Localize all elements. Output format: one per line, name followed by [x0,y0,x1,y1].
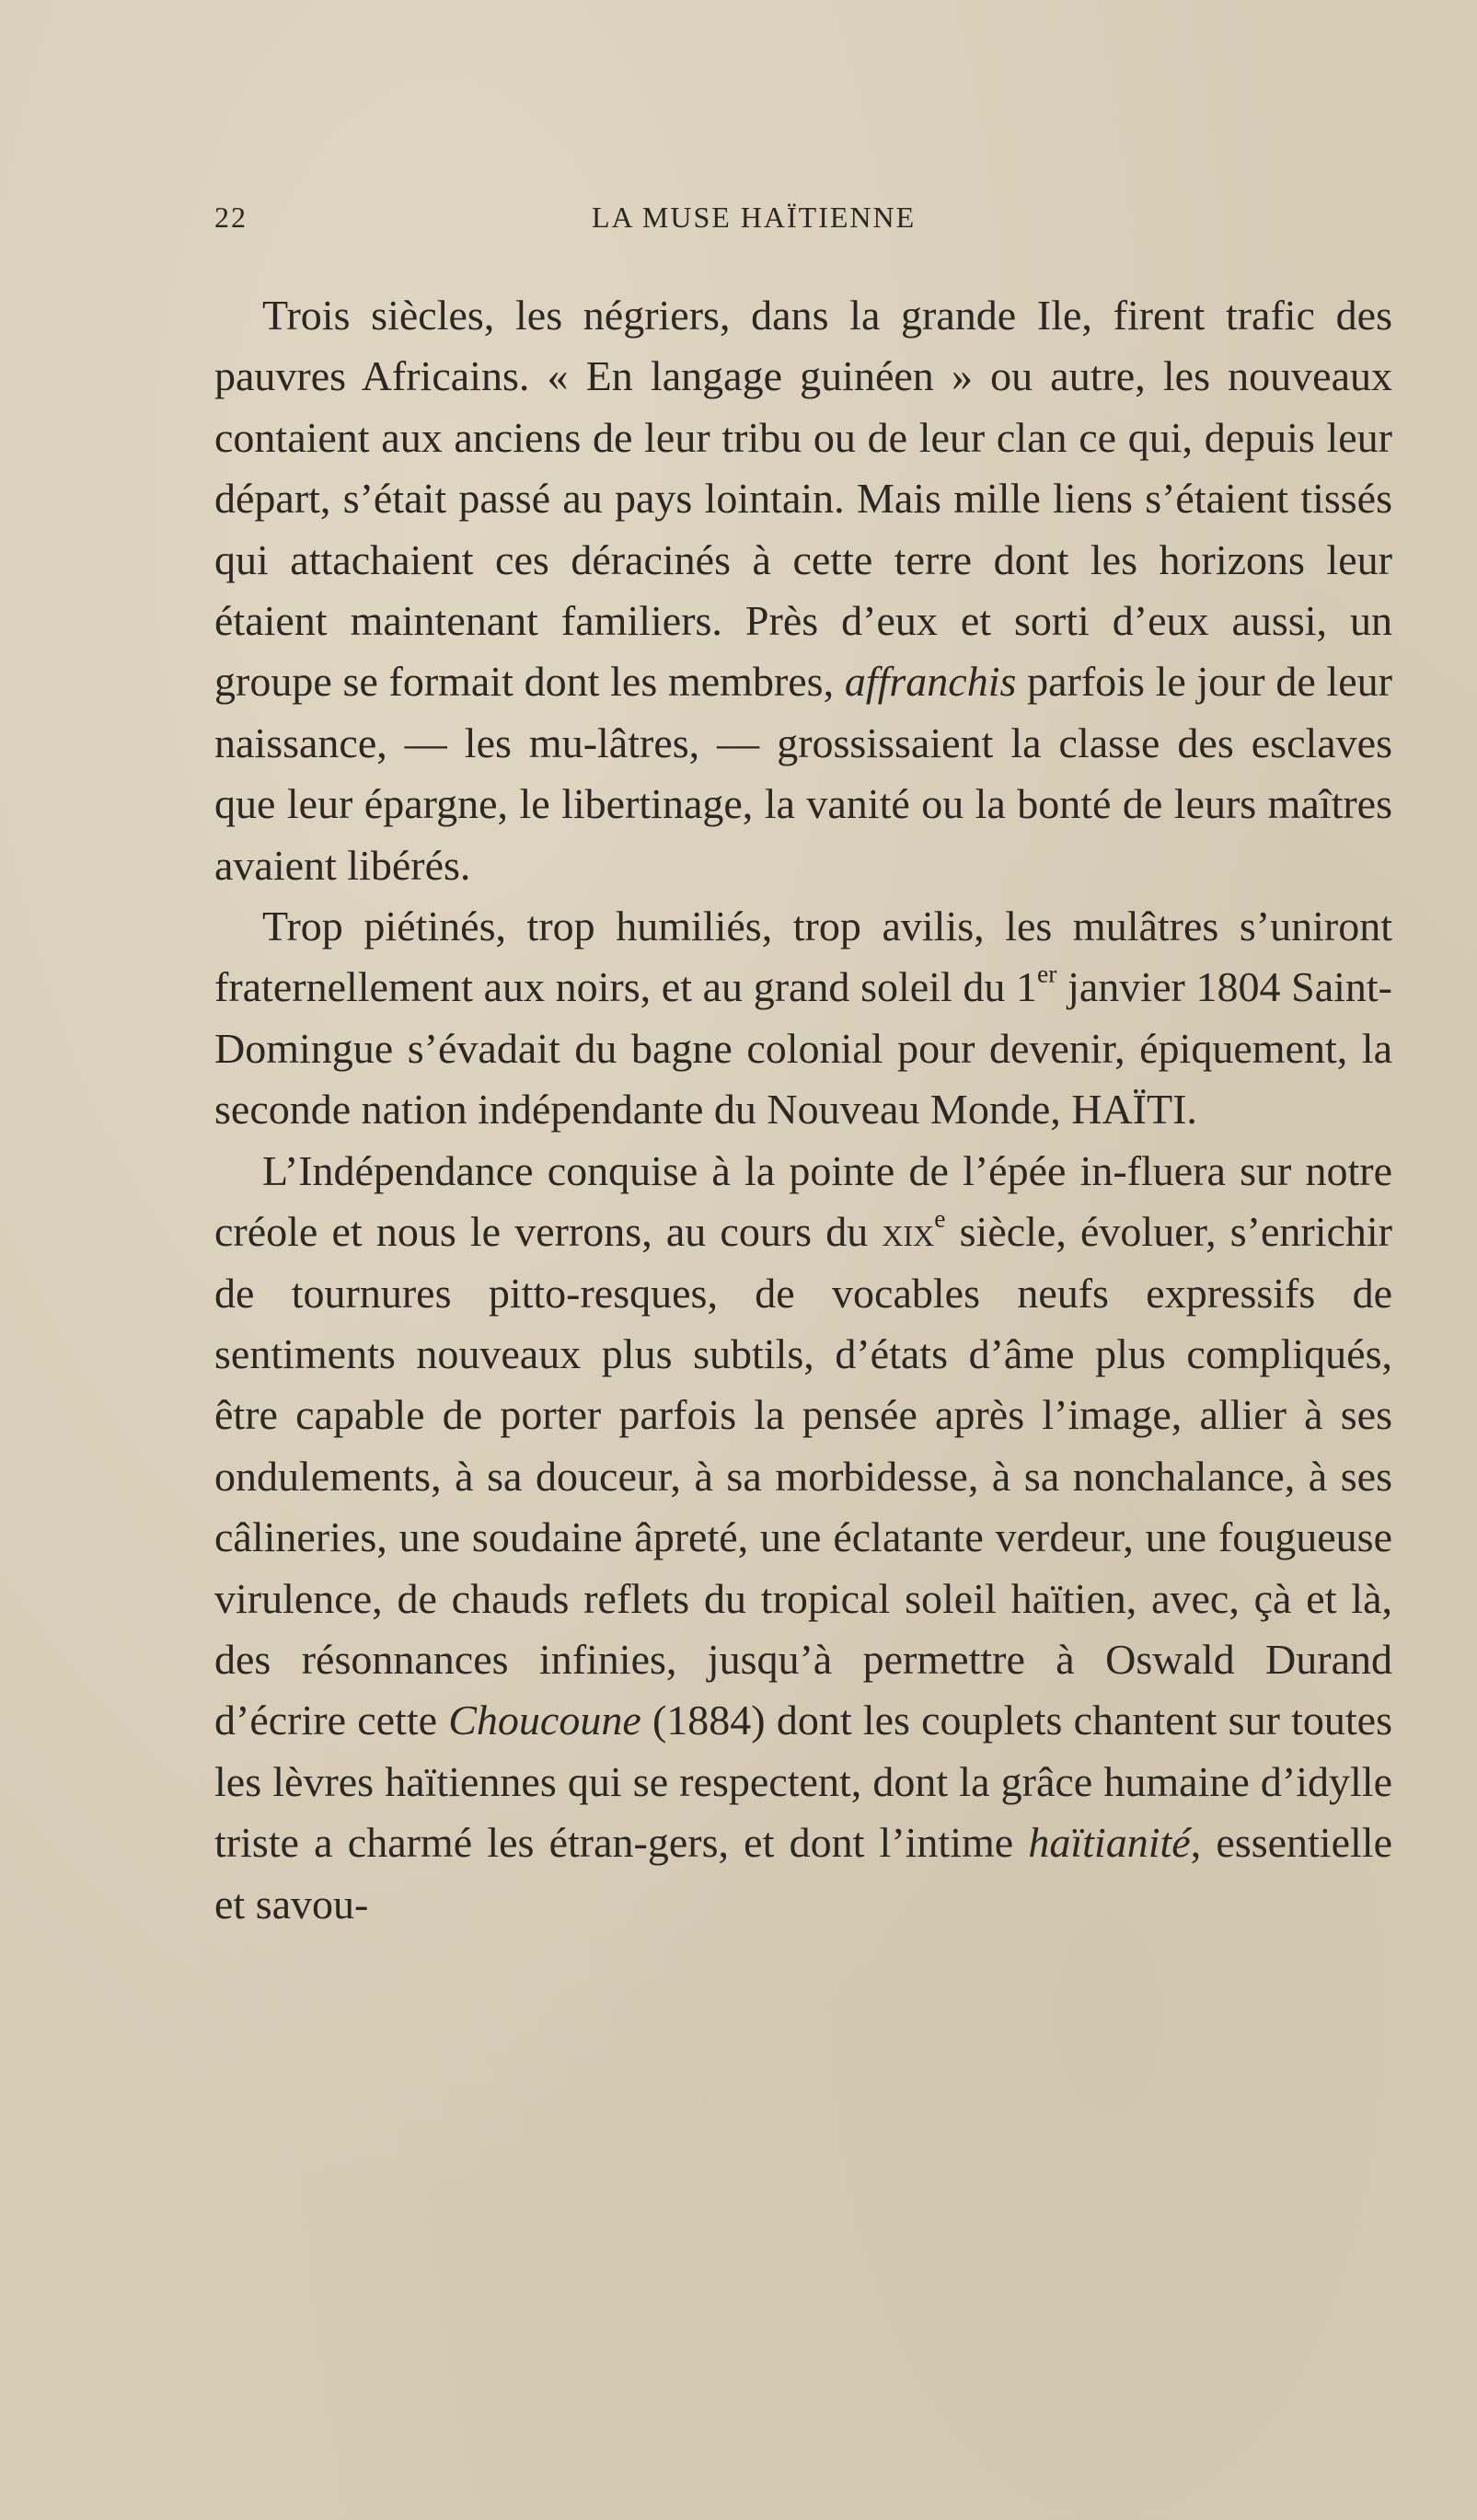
running-title: LA MUSE HAÏTIENNE [592,201,917,234]
paragraph-3-text-b: siècle, évoluer, s’enrichir de tournures pitto-resques, de vocables neufs expressifs de sentiments nouveaux plus subtils, d’états d’âme plus compliqués, être capable de porter parfois la pensée après l’image, allier à ses ondulements, à sa douceur, à sa morbidesse, à sa nonchalance, à ses câlineries, une soudaine âpreté, une éclatante verdeur, une fougueuse virulence, de chauds reflets du tropical soleil haïtien, avec, çà et là, des résonnances infinies, jusqu’à permettre à Oswald Durand d’écrire cette [214,1208,1392,1744]
paragraph-2 [214,896,1392,1141]
italic-term-haitianite: haïtianité [1028,1819,1191,1867]
date-day-number: 1 [1016,963,1038,1011]
paragraph-1-text: Trois siècles, les négriers, dans la grande Ile, firent trafic des pauvres Africains. « En langage guinéen » ou autre, les nouveaux contaient aux anciens de leur tribu ou de leur clan ce qui, depuis leur départ, s’était passé au pays lointain. Mais mille liens s’étaient tissés qui attachaient ces déracinés à cette terre dont les horizons leur étaient maintenant familiers. Près d’eux et sorti d’eux aussi, un groupe se formait dont les membres, [214,292,1392,706]
century-numeral: xix [882,1208,935,1256]
paragraph-2-text-a: Trop piétinés, trop humiliés, trop avilis, les mulâtres s’uniront fraternellement aux noirs, et au grand soleil du [214,903,1392,1011]
paragraph-1-tail: parfois le jour de leur naissance, — les mu-lâtres, — grossissaient la classe des esclaves que leur épargne, le libertinage, la vanité ou la bonté de leurs maîtres avaient libérés. [214,658,1392,889]
body-text [214,285,1392,1935]
paragraph-2-text-b: janvier 1804 Saint-Domingue s’évadait du bagne colonial pour devenir, épiquement, la seconde nation indépendante du Nouveau Monde, HAÏTI. [214,963,1392,1133]
paragraph-3-text-c: (1884) dont les couplets chantent sur toutes les lèvres haïtiennes qui se respectent, dont la grâce humaine d’idylle triste a charmé les étran-gers, et dont l’intime [214,1697,1392,1867]
paragraph-1 [214,285,1392,896]
paragraph-3-text-a: L’Indépendance conquise à la pointe de l’épée in-fluera sur notre créole et nous le verrons, au cours du [214,1146,1392,1256]
page-header [214,201,1392,247]
italic-term-affranchis: affranchis [844,658,1017,706]
century-superscript: e [934,1203,946,1233]
italic-title-choucoune: Choucoune [448,1697,641,1744]
ordinal-superscript: er [1037,959,1057,988]
paragraph-3 [214,1141,1392,1935]
paragraph-3-text-d: , essentielle et savou- [214,1819,1392,1927]
page-number: 22 [214,201,248,234]
